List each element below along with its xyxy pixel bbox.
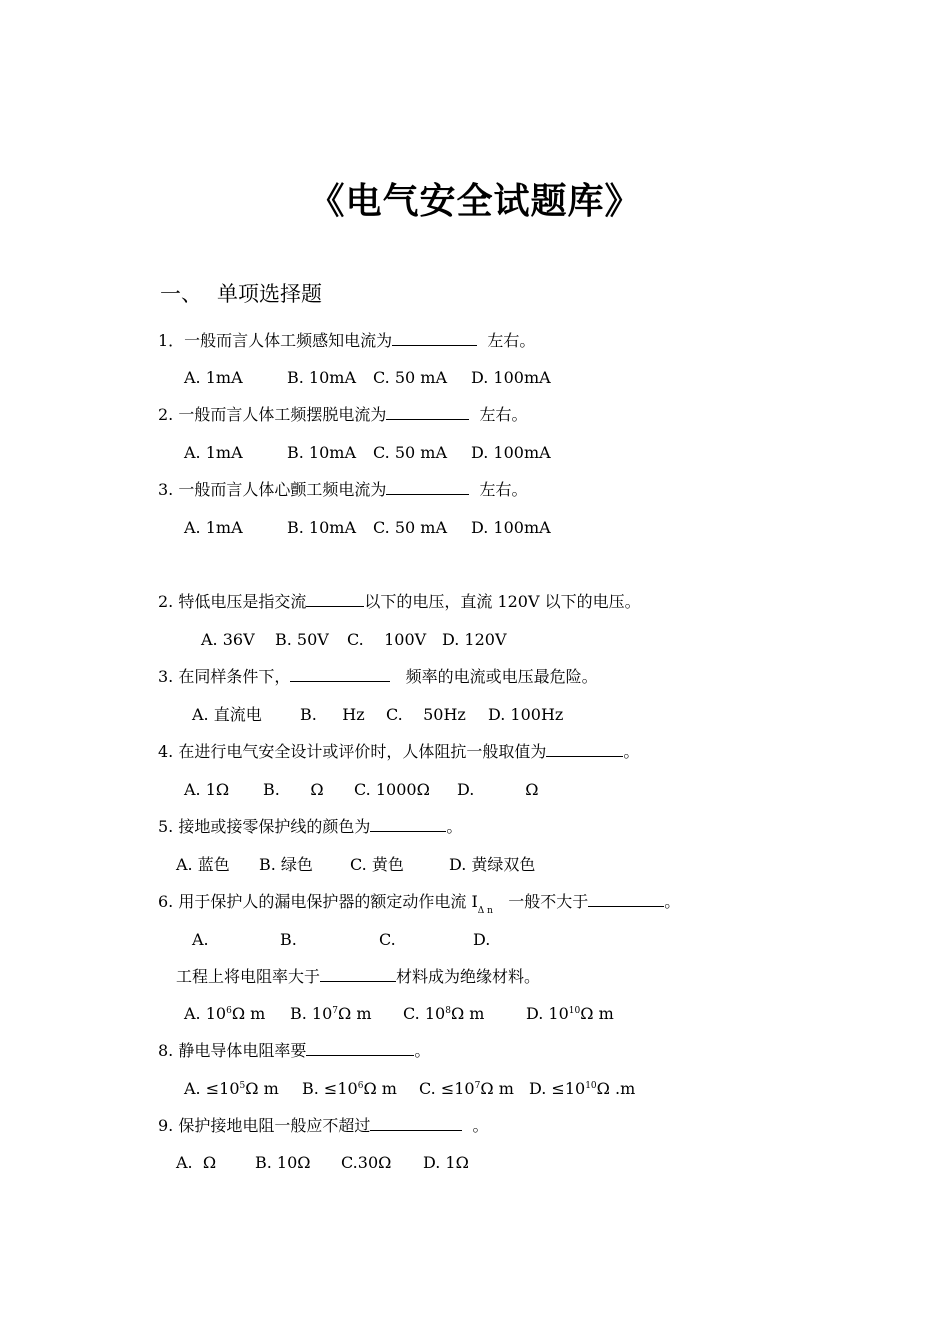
option-exponent: 7 [332, 1006, 339, 1016]
question-10 [158, 1041, 430, 1061]
option-value: 50Hz [423, 705, 466, 724]
option-exponent: 7 [474, 1081, 481, 1091]
option-d: D. 100mA [471, 443, 551, 462]
option-base: D. 10 [526, 1004, 569, 1023]
option-c [347, 630, 426, 650]
option-exponent: 5 [239, 1081, 246, 1091]
option-b [302, 1079, 397, 1099]
question-5 [158, 667, 598, 687]
question-text: 6. 用于保护人的漏电保护器的额定动作电流 I [158, 892, 478, 911]
option-c: C. [379, 930, 396, 949]
subscript: Δ n [477, 906, 493, 916]
question-text: 5. 接地或接零保护线的颜色为 [158, 817, 371, 836]
option-exponent: 6 [226, 1006, 232, 1016]
option-c: C. 1000Ω [354, 780, 430, 799]
question-3 [158, 480, 528, 500]
option-d: D. 120V [442, 630, 507, 649]
option-b [300, 705, 365, 725]
answer-blank [370, 1116, 462, 1131]
option-c [419, 1079, 514, 1099]
option-exponent: 6 [357, 1081, 364, 1091]
option-a [184, 1079, 279, 1099]
option-d: D. [473, 930, 491, 949]
option-c [386, 705, 466, 725]
answer-blank [386, 480, 469, 495]
option-letter: C. [347, 630, 364, 649]
option-a [176, 1153, 216, 1173]
question-text: 2. 一般而言人体工频摆脱电流为 [158, 405, 387, 424]
option-exponent: 8 [445, 1006, 451, 1016]
option-c: C. 50 mA [373, 368, 448, 387]
option-unit: Ω m [480, 1079, 514, 1098]
option-d [526, 1004, 614, 1024]
option-d: D. 1Ω [423, 1153, 469, 1172]
question-suffix: 。 [472, 1116, 489, 1135]
option-b: B. 10Ω [255, 1153, 311, 1172]
option-base: C. ≤10 [419, 1079, 475, 1098]
option-base: A. ≤10 [184, 1079, 240, 1098]
question-suffix: 材料成为绝缘材料。 [396, 967, 541, 986]
question-text: 3. 一般而言人体心颤工频电流为 [158, 480, 387, 499]
option-b: B. 绿色 [259, 855, 313, 874]
option-c: C.30Ω [341, 1153, 392, 1172]
option-unit: Ω m [338, 1004, 372, 1023]
option-unit: Ω .m [596, 1079, 636, 1098]
option-exponent: 10 [568, 1006, 581, 1016]
option-a: A. 直流电 [192, 705, 262, 724]
question-suffix: 左右。 [479, 480, 528, 499]
option-base: A. 10 [184, 1004, 227, 1023]
option-c: C. 50 mA [373, 443, 448, 462]
answer-blank [588, 892, 664, 907]
answer-blank [320, 967, 396, 982]
question-text: 2. 特低电压是指交流 [158, 592, 307, 611]
option-c [403, 1004, 484, 1024]
option-a [184, 1004, 265, 1024]
question-4 [158, 592, 641, 612]
option-a: A. 1mA [184, 368, 243, 387]
option-d: D. 100Hz [488, 705, 564, 724]
option-a: A. 蓝色 [176, 855, 230, 874]
option-unit: Ω m [231, 1004, 266, 1023]
option-c: C. 50 mA [373, 518, 448, 537]
option-a: A. [192, 930, 209, 949]
question-suffix: 。 [414, 1041, 431, 1060]
option-value: Ω [310, 780, 324, 799]
option-value: Hz [342, 705, 365, 724]
question-suffix: 左右。 [487, 331, 536, 350]
question-text-mid: 一般不大于 [508, 892, 589, 911]
section-number: 一、 [160, 282, 202, 306]
option-letter: C. [386, 705, 403, 724]
option-letter: B. [263, 780, 280, 799]
question-text: 8. 静电导体电阻率要 [158, 1041, 307, 1060]
option-unit: Ω m [245, 1079, 279, 1098]
option-a: A. 1mA [184, 518, 243, 537]
question-9 [176, 967, 540, 987]
option-a: A. 1Ω [184, 780, 230, 799]
option-letter: D. [457, 780, 475, 799]
answer-blank [392, 331, 477, 346]
option-b: B. [280, 930, 297, 949]
question-2 [158, 405, 528, 425]
option-exponent: 10 [585, 1081, 597, 1091]
option-a: A. 36V [201, 630, 255, 649]
question-suffix: 。 [664, 892, 681, 911]
option-base: B. 10 [290, 1004, 333, 1023]
question-11 [158, 1116, 489, 1136]
option-d [457, 780, 538, 800]
question-suffix: 频率的电流或电压最危险。 [405, 667, 598, 686]
option-b: B. 10mA [287, 518, 357, 537]
answer-blank [306, 592, 364, 607]
question-text: 4. 在进行电气安全设计或评价时，人体阻抗一般取值为 [158, 742, 547, 761]
option-value: Ω [525, 780, 539, 799]
question-text: 1．一般而言人体工频感知电流为 [158, 331, 393, 350]
question-suffix: 以下的电压，直流 120V 以下的电压。 [364, 592, 641, 611]
option-unit: Ω m [450, 1004, 485, 1023]
option-b [263, 780, 324, 800]
question-1 [158, 331, 535, 351]
option-b: B. 50V [275, 630, 329, 649]
option-d: D. 100mA [471, 368, 551, 387]
option-a: A. 1mA [184, 443, 243, 462]
question-text: 3. 在同样条件下， [158, 667, 291, 686]
option-base: C. 10 [403, 1004, 446, 1023]
option-b: B. 10mA [287, 443, 357, 462]
option-value: Ω [202, 1153, 217, 1172]
option-letter: A. [176, 1153, 193, 1172]
question-suffix: 。 [446, 817, 463, 836]
question-suffix: 左右。 [479, 405, 528, 424]
section-heading: 单项选择题 [217, 282, 322, 306]
answer-blank [290, 667, 390, 682]
question-7 [158, 817, 462, 837]
answer-blank [386, 405, 469, 420]
option-unit: Ω m [580, 1004, 614, 1023]
option-d [529, 1079, 635, 1099]
option-base: B. ≤10 [302, 1079, 358, 1098]
option-b: B. 10mA [287, 368, 357, 387]
document-title: 《电气安全试题库》 [308, 180, 642, 222]
answer-blank [546, 742, 623, 757]
question-6 [158, 742, 639, 762]
question-text: 9. 保护接地电阻一般应不超过 [158, 1116, 371, 1135]
question-suffix: 。 [623, 742, 640, 761]
question-8 [158, 892, 680, 915]
option-unit: Ω m [363, 1079, 397, 1098]
option-d: D. 黄绿双色 [449, 855, 536, 874]
option-base: D. ≤10 [529, 1079, 586, 1098]
option-d: D. 100mA [471, 518, 551, 537]
question-text: 工程上将电阻率大于 [176, 967, 321, 986]
answer-blank [370, 817, 446, 832]
option-letter: B. [300, 705, 317, 724]
option-c: C. 黄色 [350, 855, 404, 874]
answer-blank [306, 1041, 414, 1056]
option-value: 100V [384, 630, 427, 649]
option-b [290, 1004, 372, 1024]
